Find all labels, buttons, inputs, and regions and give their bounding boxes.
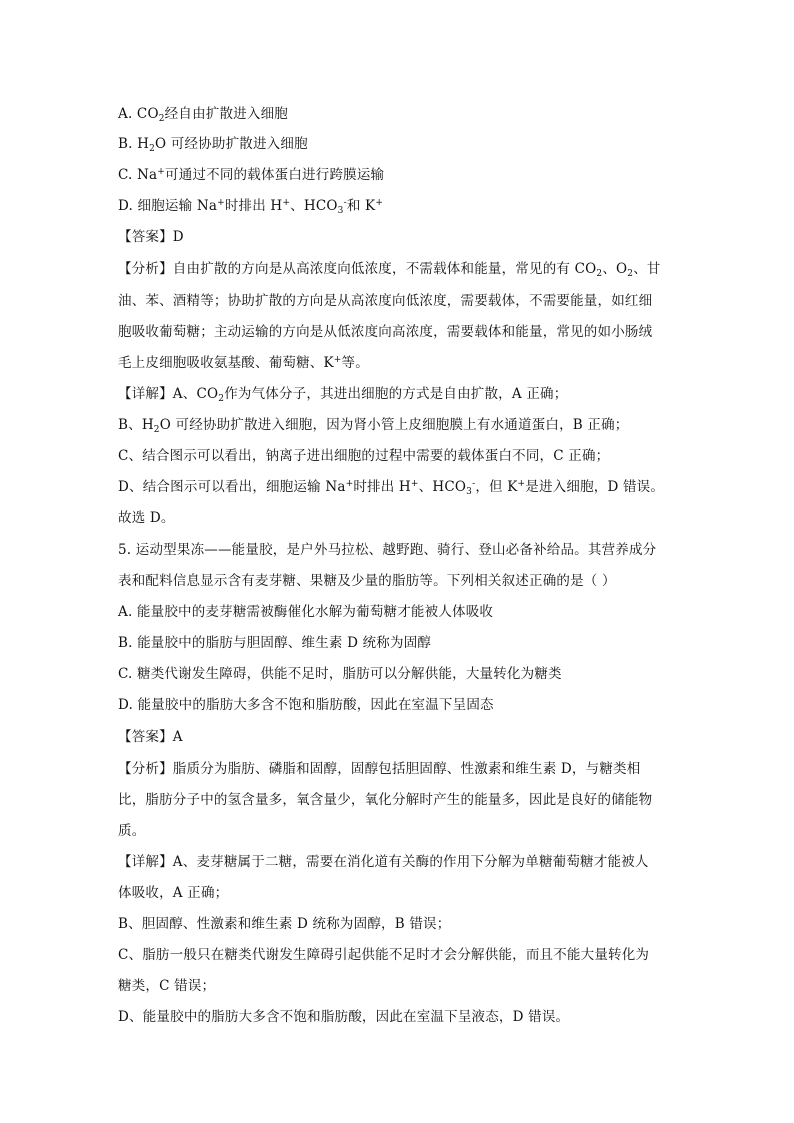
- q4-analysis-line-3: 胞吸收葡萄糖；主动运输的方向是从低浓度向高浓度，需要载体和能量，常见的如小肠绒: [118, 324, 653, 340]
- q5-detail-line-4: C、脂肪一般只在糖类代谢发生障碍引起供能不足时才会分解供能，而且不能大量转化为: [118, 947, 650, 963]
- q5-option-b: B. 能量胶中的脂肪与胆固醇、维生素 D 统称为固醇: [118, 635, 432, 651]
- q4-detail-line-1: 【详解】A、$CO_2$作为气体分子，其进出细胞的方式是自由扩散，A 正确；: [118, 386, 568, 404]
- q4-answer: 【答案】D: [118, 229, 184, 245]
- q4-detail-line-3: C、结合图示可以看出，钠离子进出细胞的过程中需要的载体蛋白不同，C 正确；: [118, 448, 610, 464]
- q4-analysis-line-1: 【分析】自由扩散的方向是从高浓度向低浓度，不需载体和能量，常见的有 $CO_2$、$O_2$、甘: [118, 261, 661, 279]
- q5-detail-line-2: 体吸收，A 正确；: [118, 885, 229, 901]
- q5-detail-line-6: D、能量胶中的脂肪大多含不饱和脂肪酸，因此在室温下呈液态，D 错误。: [118, 1009, 570, 1025]
- q4-option-d: D. 细胞运输 Na+时排出 H+、$HCO_3^-$和 K+: [118, 198, 384, 216]
- q4-detail-line-2: B、$H_2O$ 可经协助扩散进入细胞，因为肾小管上皮细胞膜上有水通道蛋白，B 正确；: [118, 417, 629, 435]
- q5-stem-line-2: 表和配料信息显示含有麦芽糖、果糖及少量的脂肪等。下列相关叙述正确的是（ ）: [118, 573, 616, 589]
- q4-detail-line-5: 故选 D。: [118, 510, 175, 526]
- q5-option-c: C. 糖类代谢发生障碍，供能不足时，脂肪可以分解供能，大量转化为糖类: [118, 666, 562, 682]
- q5-analysis-line-2: 比，脂肪分子中的氢含量多，氧含量少，氧化分解时产生的能量多，因此是良好的储能物: [118, 792, 653, 808]
- q4-analysis-line-4: 毛上皮细胞吸收氨基酸、葡萄糖、K+等。: [118, 355, 369, 371]
- q5-stem-line-1: 5. 运动型果冻——能量胶，是户外马拉松、越野跑、骑行、登山必备补给品。其营养成分: [118, 542, 657, 558]
- q5-detail-line-5: 糖类，C 错误；: [118, 978, 216, 994]
- q5-option-d: D. 能量胶中的脂肪大多含不饱和脂肪酸，因此在室温下呈固态: [118, 697, 494, 713]
- q4-analysis-line-2: 油、苯、酒精等；协助扩散的方向是从高浓度向低浓度，需要载体，不需要能量，如红细: [118, 293, 653, 309]
- q5-answer: 【答案】A: [118, 729, 183, 745]
- q5-detail-line-3: B、胆固醇、性激素和维生素 D 统称为固醇，B 错误；: [118, 916, 451, 932]
- q5-analysis-line-1: 【分析】脂质分为脂肪、磷脂和固醇，固醇包括胆固醇、性激素和维生素 D，与糖类相: [118, 761, 641, 777]
- q4-option-c: C. Na+可通过不同的载体蛋白进行跨膜运输: [118, 167, 385, 183]
- q5-option-a: A. 能量胶中的麦芽糖需被酶催化水解为葡萄糖才能被人体吸收: [118, 604, 494, 620]
- q4-option-b: B. $H_2O$ 可经协助扩散进入细胞: [118, 136, 308, 154]
- q5-analysis-line-3: 质。: [118, 823, 146, 839]
- q5-detail-line-1: 【详解】A、麦芽糖属于二糖，需要在消化道有关酶的作用下分解为单糖葡萄糖才能被人: [118, 854, 649, 870]
- q4-option-a: A. $CO_2$经自由扩散进入细胞: [118, 106, 288, 124]
- q4-detail-line-4: D、结合图示可以看出，细胞运输 Na+时排出 H+、$HCO_3^-$，但 K+是进入细胞，D 错误。: [118, 479, 665, 497]
